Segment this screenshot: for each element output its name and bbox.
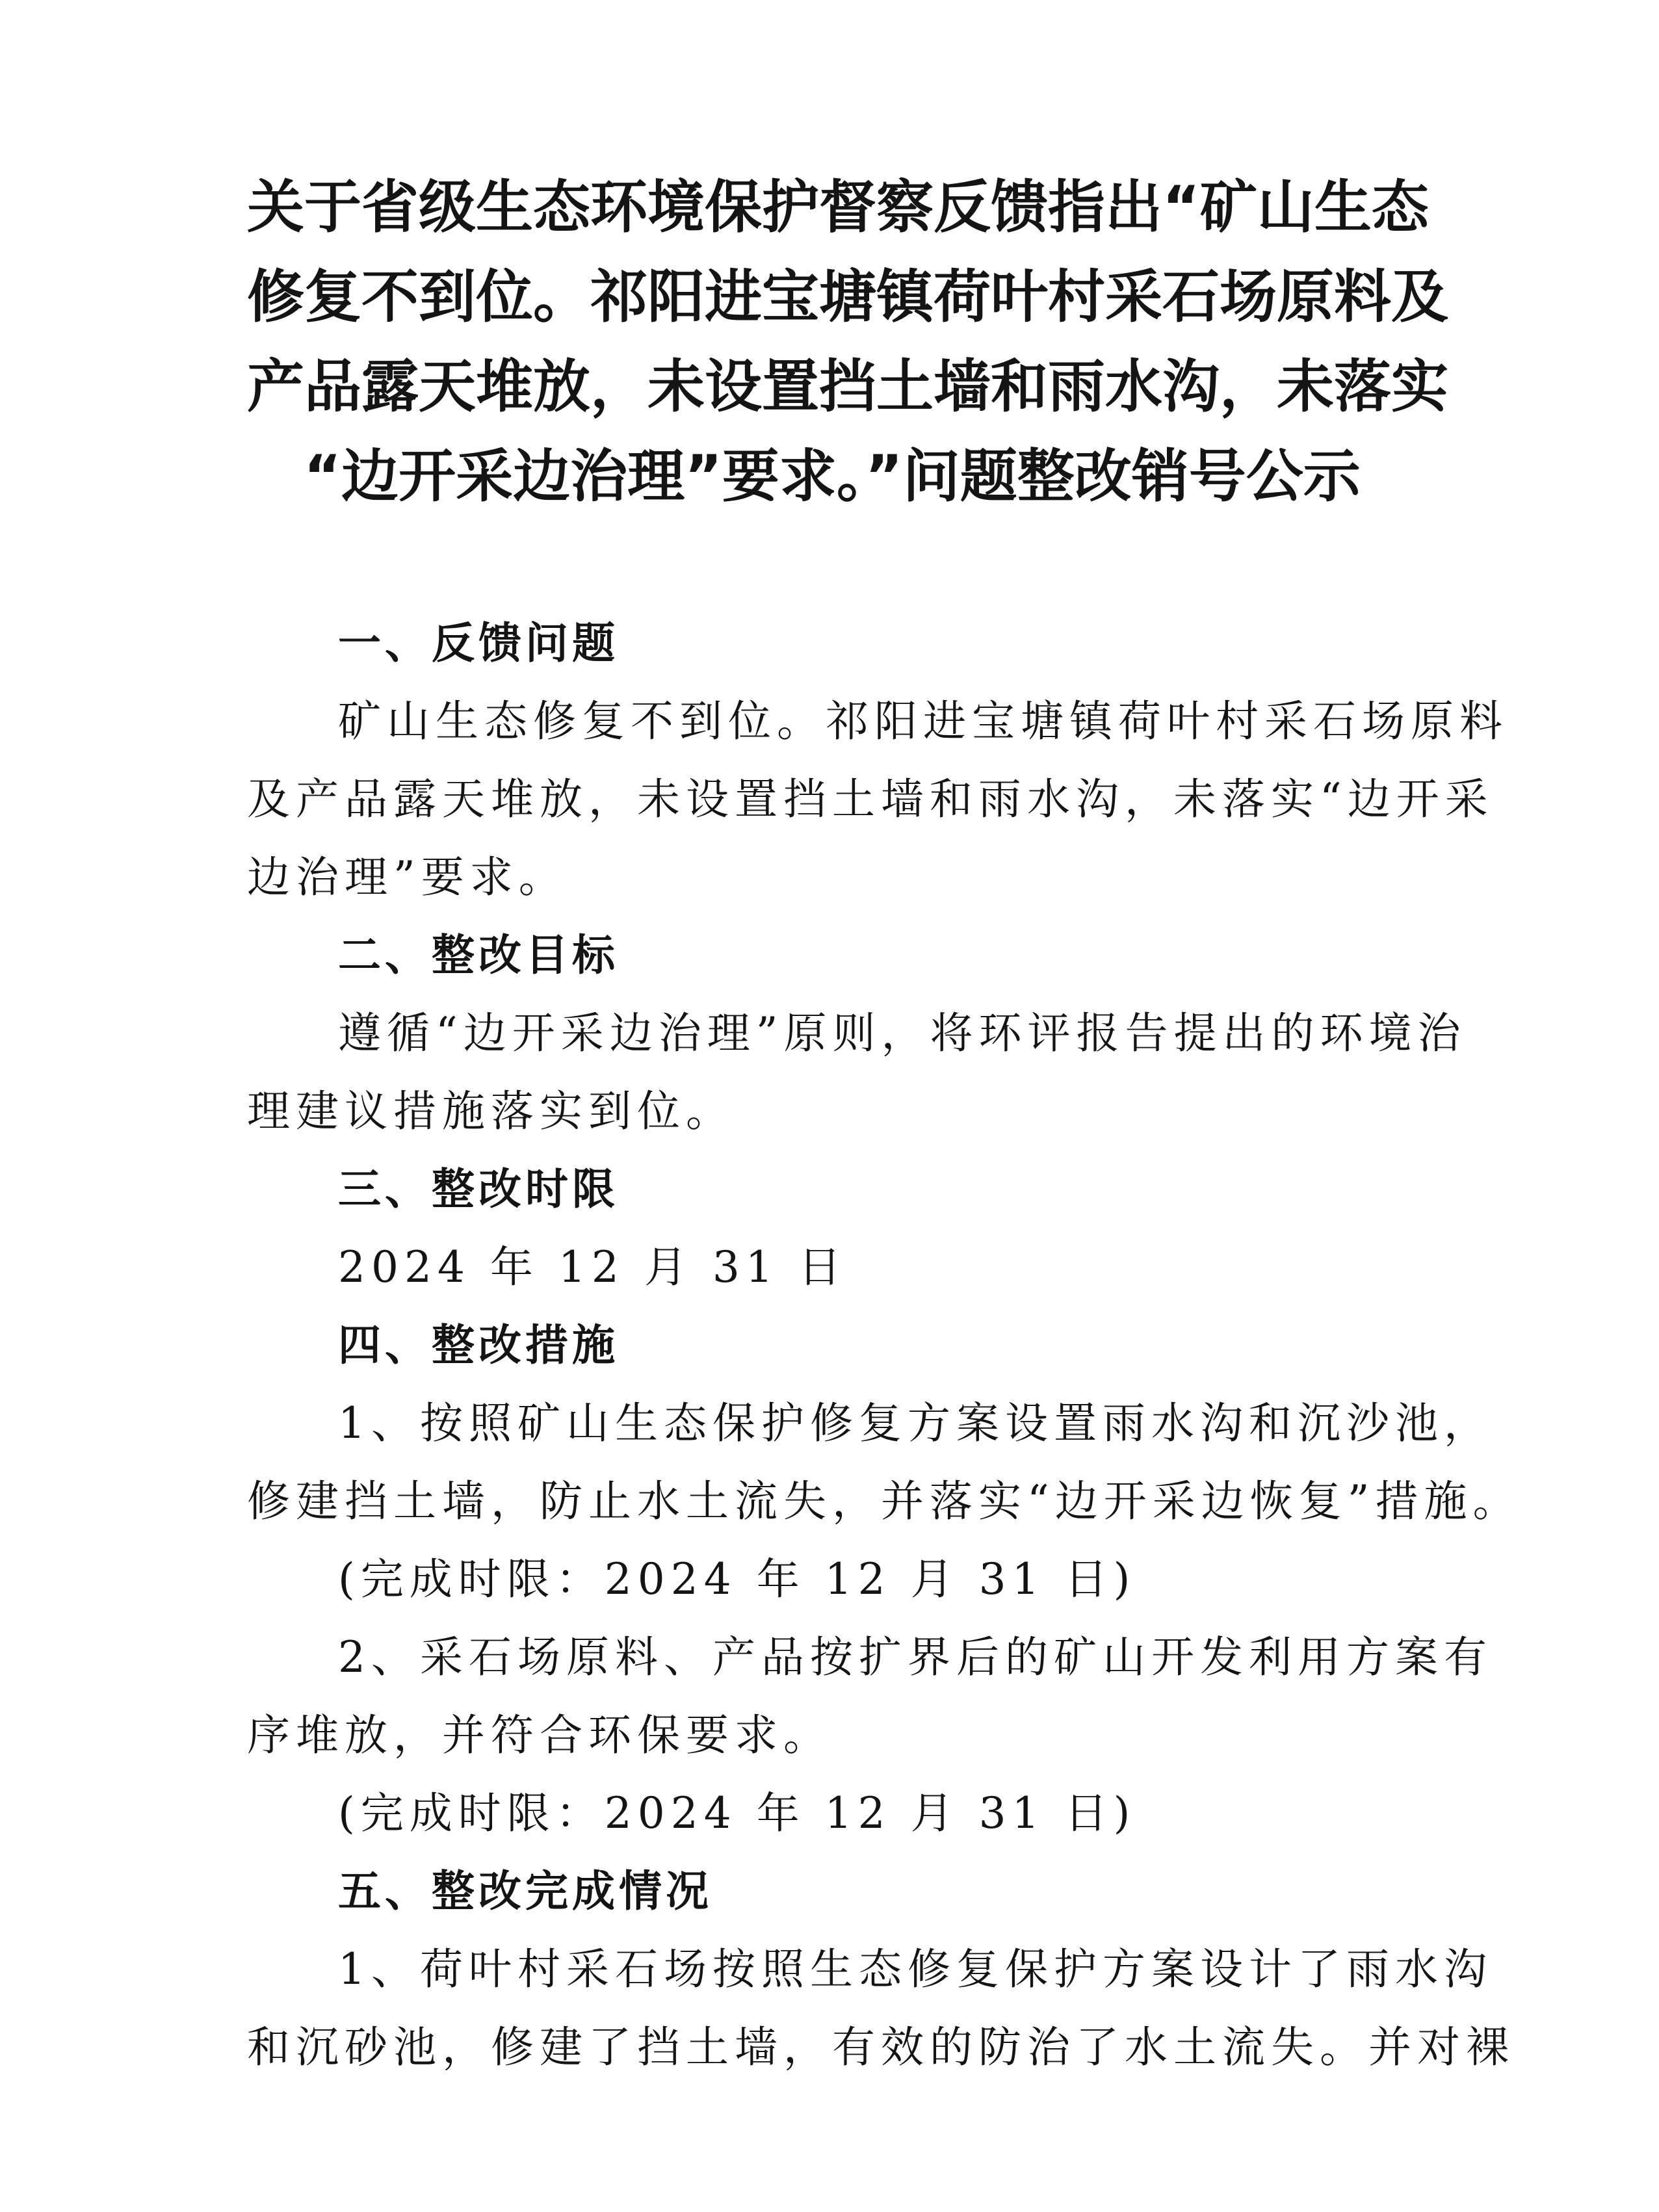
paragraph-line: 2、采石场原料、产品按扩界后的矿山开发利用方案有 xyxy=(338,1632,1493,1682)
paragraph-line: 序堆放，并符合环保要求。 xyxy=(247,1710,832,1760)
section-heading-goal: 二、整改目标 xyxy=(338,930,619,980)
section-heading-measures: 四、整改措施 xyxy=(338,1320,619,1370)
paragraph-line: 理建议措施落实到位。 xyxy=(247,1086,735,1136)
document-title xyxy=(247,163,1449,521)
title-line-3: 产品露天堆放，未设置挡土墙和雨水沟，未落实 xyxy=(247,353,1449,420)
paragraph-line: 遵循“边开采边治理”原则，将环评报告提出的环境治 xyxy=(338,1008,1467,1058)
title-line-4: “边开采边治理”要求。”问题整改销号公示 xyxy=(304,443,1361,510)
paragraph-line: 及产品露天堆放，未设置挡土墙和雨水沟，未落实“边开采 xyxy=(247,774,1494,824)
section-heading-completion: 五、整改完成情况 xyxy=(338,1866,712,1916)
section-heading-deadline: 三、整改时限 xyxy=(338,1164,619,1214)
deadline-date: 2024 年 12 月 31 日 xyxy=(338,1242,847,1292)
paragraph-line: 1、荷叶村采石场按照生态修复保护方案设计了雨水沟 xyxy=(338,1944,1493,1994)
title-line-2: 修复不到位。祁阳进宝塘镇荷叶村采石场原料及 xyxy=(247,263,1449,330)
paragraph-line: 和沉砂池，修建了挡土墙，有效的防治了水土流失。并对裸 xyxy=(247,2022,1515,2072)
title-line-1: 关于省级生态环境保护督察反馈指出“矿山生态 xyxy=(247,174,1429,241)
completion-deadline: (完成时限：2024 年 12 月 31 日) xyxy=(338,1554,1136,1604)
section-heading-feedback: 一、反馈问题 xyxy=(338,618,619,668)
paragraph-line: 1、按照矿山生态保护修复方案设置雨水沟和沉沙池， xyxy=(338,1398,1493,1448)
paragraph-line: 矿山生态修复不到位。祁阳进宝塘镇荷叶村采石场原料 xyxy=(338,696,1508,746)
paragraph-line: 修建挡土墙，防止水土流失，并落实“边开采边恢复”措施。 xyxy=(247,1476,1522,1526)
completion-deadline: (完成时限：2024 年 12 月 31 日) xyxy=(338,1788,1136,1838)
paragraph-line: 边治理”要求。 xyxy=(247,852,568,902)
